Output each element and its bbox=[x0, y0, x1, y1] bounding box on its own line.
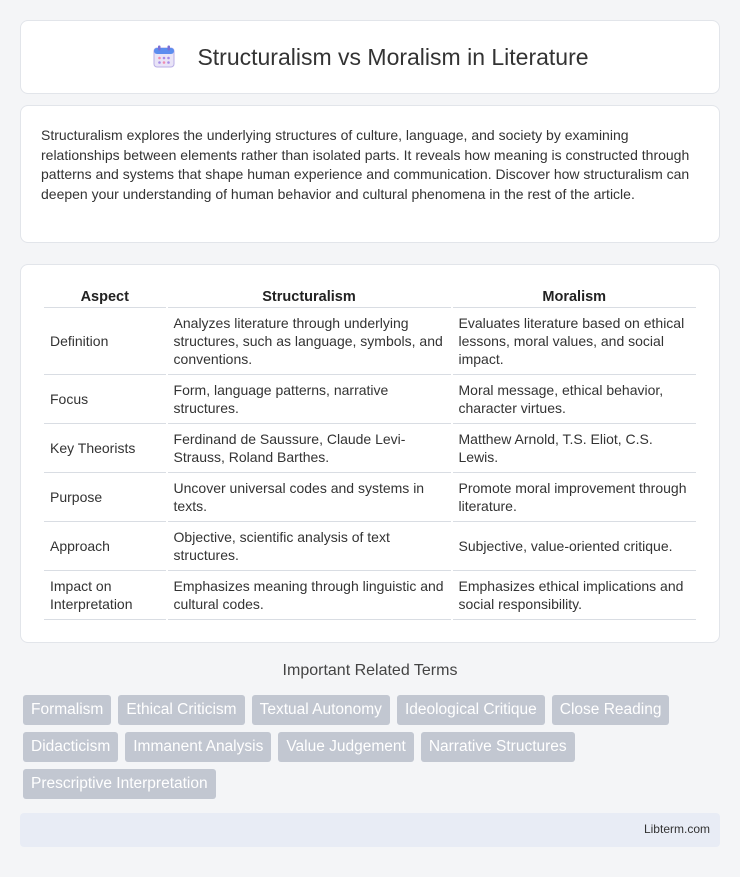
header-card bbox=[20, 20, 720, 94]
aspect-cell: Definition bbox=[44, 308, 166, 375]
table-header-row bbox=[44, 285, 696, 308]
header-aspect: Aspect bbox=[44, 285, 166, 308]
moralism-cell: Moral message, ethical behavior, character virtues. bbox=[453, 375, 697, 424]
moralism-cell: Subjective, value-oriented critique. bbox=[453, 522, 697, 571]
aspect-cell: Approach bbox=[44, 522, 166, 571]
moralism-cell: Evaluates literature based on ethical lessons, moral values, and social impact. bbox=[453, 308, 697, 375]
aspect-cell: Impact on Interpretation bbox=[44, 571, 166, 620]
term-tag-didacticism[interactable]: Didacticism bbox=[23, 732, 118, 762]
table-row bbox=[44, 473, 696, 522]
term-tag-close-reading[interactable]: Close Reading bbox=[552, 695, 670, 725]
moralism-cell: Matthew Arnold, T.S. Eliot, C.S. Lewis. bbox=[453, 424, 697, 473]
header-structuralism: Structuralism bbox=[168, 285, 451, 308]
term-tag-ideological-critique[interactable]: Ideological Critique bbox=[397, 695, 545, 725]
page-title: Structuralism vs Moralism in Literature bbox=[197, 43, 589, 70]
structuralism-cell: Analyzes literature through underlying structures, such as language, symbols, and conventions. bbox=[168, 308, 451, 375]
table-row bbox=[44, 308, 696, 375]
related-terms-title: Important Related Terms bbox=[282, 662, 458, 679]
aspect-cell: Focus bbox=[44, 375, 166, 424]
footer bbox=[20, 813, 720, 847]
aspect-cell: Key Theorists bbox=[44, 424, 166, 473]
comparison-table-card bbox=[20, 264, 720, 643]
term-tag-textual-autonomy[interactable]: Textual Autonomy bbox=[252, 695, 390, 725]
calendar-icon bbox=[151, 44, 177, 70]
header-moralism: Moralism bbox=[453, 285, 697, 308]
footer-site-link[interactable]: Libterm.com bbox=[643, 822, 710, 836]
aspect-cell: Purpose bbox=[44, 473, 166, 522]
table-row bbox=[44, 522, 696, 571]
structuralism-cell: Emphasizes meaning through linguistic and cultural codes. bbox=[168, 571, 451, 620]
structuralism-cell: Objective, scientific analysis of text structures. bbox=[168, 522, 451, 571]
comparison-table bbox=[42, 285, 698, 620]
structuralism-cell: Ferdinand de Saussure, Claude Levi-Strauss, Roland Barthes. bbox=[168, 424, 451, 473]
table-row bbox=[44, 424, 696, 473]
structuralism-cell: Uncover universal codes and systems in texts. bbox=[168, 473, 451, 522]
term-tag-narrative-structures[interactable]: Narrative Structures bbox=[421, 732, 575, 762]
term-tag-ethical-criticism[interactable]: Ethical Criticism bbox=[118, 695, 244, 725]
term-tag-value-judgement[interactable]: Value Judgement bbox=[278, 732, 414, 762]
table-row bbox=[44, 375, 696, 424]
term-tag-immanent-analysis[interactable]: Immanent Analysis bbox=[125, 732, 271, 762]
intro-text: Structuralism explores the underlying structures of culture, language, and society by examining relationships between elements rather than isolated parts. It reveals how meaning is constructed through patterns and systems that shape human experience and communication. Discover how structuralism can deepen your understanding of human behavior and cultural phenomena in the rest of the article. bbox=[41, 127, 690, 202]
table-row bbox=[44, 571, 696, 620]
moralism-cell: Emphasizes ethical implications and social responsibility. bbox=[453, 571, 697, 620]
moralism-cell: Promote moral improvement through literature. bbox=[453, 473, 697, 522]
term-tag-prescriptive-interpretation[interactable]: Prescriptive Interpretation bbox=[23, 769, 216, 799]
related-terms-list bbox=[23, 695, 713, 806]
term-tag-formalism[interactable]: Formalism bbox=[23, 695, 111, 725]
structuralism-cell: Form, language patterns, narrative structures. bbox=[168, 375, 451, 424]
intro-card bbox=[20, 105, 720, 243]
